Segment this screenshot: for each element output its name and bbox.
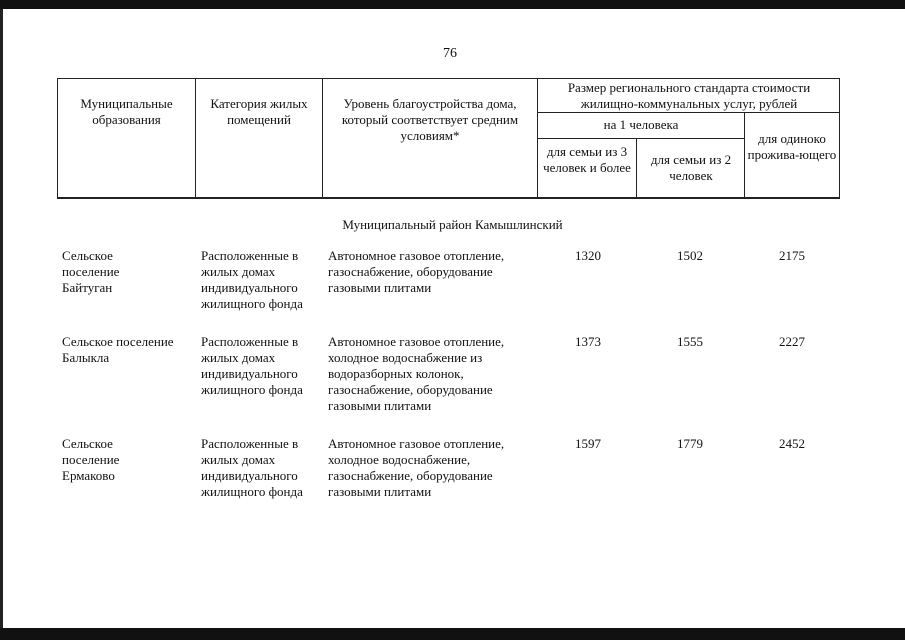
row-level: Автономное газовое отопление, газоснабжение, оборудование газовыми плитами (328, 248, 505, 295)
row-category: Расположенные в жилых домах индивидуального жилищного фонда (201, 334, 303, 397)
row-value-family3: 1373 (575, 334, 601, 349)
row-value-family2: 1555 (677, 334, 703, 349)
header-municipality: Муниципальные образования (80, 96, 173, 127)
row-value-family2: 1779 (677, 436, 703, 451)
section-title: Муниципальный район Камышлинский (342, 217, 563, 232)
row-level: Автономное газовое отопление, холодное водоснабжение, газоснабжение, оборудование газовыми плитами (328, 436, 505, 499)
row-category: Расположенные в жилых домах индивидуального жилищного фонда (201, 436, 303, 499)
header-family3: для семьи из 3 человек и более (543, 144, 631, 175)
row-value-single: 2227 (779, 334, 805, 349)
row-municipality: Сельское поселение Байтуган (62, 248, 120, 295)
row-value-family3: 1320 (575, 248, 601, 263)
scan-border-top (0, 0, 905, 9)
row-value-single: 2452 (779, 436, 805, 451)
page-number: 76 (443, 46, 457, 61)
row-category: Расположенные в жилых домах индивидуального жилищного фонда (201, 248, 303, 311)
row-value-single: 2175 (779, 248, 805, 263)
header-single: для одиноко прожива-ющего (747, 131, 837, 162)
scan-border-left (0, 9, 3, 629)
header-per-person: на 1 человека (603, 117, 679, 132)
row-value-family3: 1597 (575, 436, 601, 451)
header-standard: Размер регионального стандарта стоимости жилищно-коммунальных услуг, рублей (567, 80, 811, 111)
row-municipality: Сельское поселение Балыкла (62, 334, 174, 365)
header-category: Категория жилых помещений (210, 96, 308, 127)
scan-border-bottom (0, 628, 905, 640)
header-family2: для семьи из 2 человек (650, 152, 732, 183)
row-level: Автономное газовое отопление, холодное водоснабжение из водоразборных колонок, газоснабжение, оборудование газовыми плитами (328, 334, 505, 413)
header-level: Уровень благоустройства дома, который соответствует средним условиям* (341, 96, 519, 143)
row-municipality: Сельское поселение Ермаково (62, 436, 120, 483)
row-value-family2: 1502 (677, 248, 703, 263)
